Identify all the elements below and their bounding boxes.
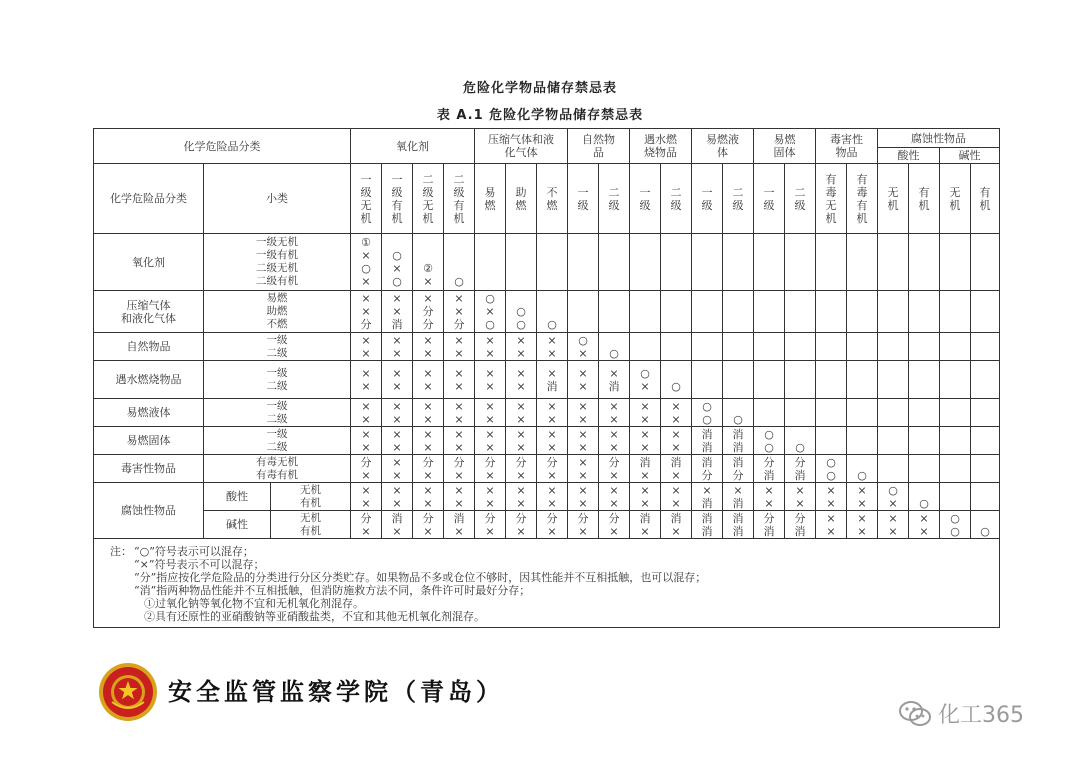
- compat-cell: ○ × ○: [475, 291, 506, 333]
- compat-cell: 分 ×: [475, 511, 506, 539]
- compat-cell: × 消: [537, 361, 568, 399]
- compat-cell: 分 ×: [444, 455, 475, 483]
- compat-cell: 分 消: [785, 455, 816, 483]
- compat-cell: [723, 333, 754, 361]
- header-column: 有 毒 有 机: [847, 164, 878, 234]
- compat-cell: × ×: [382, 455, 413, 483]
- header-column: 二 级: [723, 164, 754, 234]
- row-category: 压缩气体 和液化气体: [94, 291, 204, 333]
- compat-cell: × × 分: [351, 291, 382, 333]
- compat-cell: 消 ×: [661, 455, 692, 483]
- header-group: 易燃液 体: [692, 129, 754, 164]
- compat-cell: [940, 291, 971, 333]
- compat-cell: × ×: [475, 427, 506, 455]
- compat-cell: × 分 分: [413, 291, 444, 333]
- compat-cell: [940, 361, 971, 399]
- compat-cell: 分 ×: [537, 511, 568, 539]
- compat-cell: [909, 234, 940, 291]
- compat-cell: ○: [537, 291, 568, 333]
- compat-cell: × ×: [599, 399, 630, 427]
- compat-cell: × ×: [506, 333, 537, 361]
- compat-cell: × ×: [661, 427, 692, 455]
- compat-cell: × 消: [599, 361, 630, 399]
- compat-cell: × ×: [909, 511, 940, 539]
- compat-cell: [909, 361, 940, 399]
- compat-cell: 消 分: [723, 455, 754, 483]
- compat-cell: × ×: [475, 399, 506, 427]
- compat-cell: [599, 234, 630, 291]
- compat-cell: [971, 483, 1000, 511]
- compat-cell: [723, 234, 754, 291]
- compat-cell: [661, 234, 692, 291]
- header-group: 氧化剂: [351, 129, 475, 164]
- compat-cell: × ×: [475, 483, 506, 511]
- compat-cell: [909, 399, 940, 427]
- header-column: 二 级: [661, 164, 692, 234]
- header-column: 一 级: [568, 164, 599, 234]
- compat-cell: [971, 399, 1000, 427]
- header-column: 有 毒 无 机: [816, 164, 847, 234]
- compat-cell: ○: [444, 234, 475, 291]
- compat-cell: × ×: [444, 427, 475, 455]
- compat-cell: × ×: [413, 483, 444, 511]
- compat-cell: 分 ×: [506, 455, 537, 483]
- table-row: [94, 455, 1000, 483]
- compat-cell: × ×: [413, 361, 444, 399]
- compat-cell: [878, 291, 909, 333]
- header-column: 二 级: [785, 164, 816, 234]
- compat-cell: × ×: [537, 427, 568, 455]
- compat-cell: [692, 291, 723, 333]
- compat-cell: ○: [723, 399, 754, 427]
- table-row: [94, 511, 1000, 539]
- compat-cell: [568, 234, 599, 291]
- compat-cell: ○ × ○: [382, 234, 413, 291]
- compat-cell: ② ×: [413, 234, 444, 291]
- compat-cell: × ×: [537, 399, 568, 427]
- compat-cell: [754, 361, 785, 399]
- compat-cell: [971, 291, 1000, 333]
- header-group: 毒害性 物品: [816, 129, 878, 164]
- compat-cell: [661, 333, 692, 361]
- compat-cell: × ×: [413, 427, 444, 455]
- compat-cell: [847, 399, 878, 427]
- compat-cell: [909, 427, 940, 455]
- compat-cell: × ×: [816, 483, 847, 511]
- compat-cell: [692, 333, 723, 361]
- row-subclasses: 一级无机 一级有机 二级无机 二级有机: [204, 234, 351, 291]
- header-column: 助 燃: [506, 164, 537, 234]
- compat-cell: [599, 291, 630, 333]
- compat-cell: [847, 361, 878, 399]
- wechat-icon: [898, 699, 932, 729]
- compat-cell: [785, 361, 816, 399]
- compat-cell: [816, 234, 847, 291]
- note-line: “×”符号表示不可以混存；: [134, 558, 265, 571]
- compat-cell: [692, 361, 723, 399]
- compat-cell: × ×: [661, 399, 692, 427]
- table-row: [94, 291, 1000, 333]
- compat-cell: × ×: [351, 399, 382, 427]
- compat-cell: 消 消: [723, 427, 754, 455]
- compat-cell: 分 ×: [599, 511, 630, 539]
- compat-cell: × ×: [630, 399, 661, 427]
- compat-cell: [816, 399, 847, 427]
- compat-cell: [971, 234, 1000, 291]
- compat-cell: [630, 333, 661, 361]
- row-category: 自然物品: [94, 333, 204, 361]
- compat-cell: [909, 455, 940, 483]
- compat-cell: 分 ×: [599, 455, 630, 483]
- compat-cell: [878, 361, 909, 399]
- compat-cell: [847, 234, 878, 291]
- compat-cell: × ×: [568, 455, 599, 483]
- compat-cell: [785, 291, 816, 333]
- header-top-left: 化学危险品分类: [94, 129, 351, 164]
- header-group: 压缩气体和液 化气体: [475, 129, 568, 164]
- compat-cell: [754, 234, 785, 291]
- compat-cell: × ×: [444, 399, 475, 427]
- compat-cell: [568, 291, 599, 333]
- compat-cell: 分 消: [754, 511, 785, 539]
- compat-cell: [940, 483, 971, 511]
- header-column: 无 机: [940, 164, 971, 234]
- compat-cell: × ×: [351, 483, 382, 511]
- compat-cell: × ×: [382, 333, 413, 361]
- compat-cell: × ×: [816, 511, 847, 539]
- header-column: 一 级 有 机: [382, 164, 413, 234]
- compat-cell: [754, 291, 785, 333]
- header-base: 碱性: [940, 148, 1000, 164]
- compat-cell: 分 ×: [475, 455, 506, 483]
- header-column: 有 机: [909, 164, 940, 234]
- compat-cell: 消 ×: [661, 511, 692, 539]
- compat-cell: [661, 291, 692, 333]
- row-subclasses: 一级 二级: [204, 427, 351, 455]
- compat-cell: 分 ×: [351, 455, 382, 483]
- watermark: [898, 698, 1024, 729]
- row-subclasses: 一级 二级: [204, 333, 351, 361]
- compat-cell: × 消: [723, 483, 754, 511]
- row-category: 遇水燃烧物品: [94, 361, 204, 399]
- compat-cell: [816, 427, 847, 455]
- table-row: [94, 234, 1000, 291]
- compat-cell: [785, 333, 816, 361]
- compat-cell: [878, 333, 909, 361]
- compat-cell: × ×: [506, 427, 537, 455]
- compat-cell: × ×: [568, 361, 599, 399]
- row-category: 氧化剂: [94, 234, 204, 291]
- compat-cell: [816, 361, 847, 399]
- compat-cell: × ×: [878, 511, 909, 539]
- table-title: 表 A.1 危险化学物品储存禁忌表: [436, 108, 644, 123]
- compat-cell: × ×: [506, 399, 537, 427]
- compat-cell: 消 消: [723, 511, 754, 539]
- notes-label: 注：: [110, 545, 132, 558]
- header-row-subclasses: [94, 164, 1000, 234]
- note-line: “分”指应按化学危险品的分类进行分区分类贮存。如果物品不多或仓位不够时，因其性能并不互相抵触，也可以混存；: [134, 571, 707, 584]
- row-subclasses: 无机 有机: [271, 483, 351, 511]
- compat-cell: × ×: [847, 511, 878, 539]
- compat-cell: ○ ×: [630, 361, 661, 399]
- row-category: 易燃液体: [94, 399, 204, 427]
- compat-cell: [785, 234, 816, 291]
- header-column: 易 燃: [475, 164, 506, 234]
- compat-cell: 消 ×: [444, 511, 475, 539]
- note-line: 注： “○”符号表示可以混存；: [110, 545, 254, 558]
- compat-cell: 分 消: [785, 511, 816, 539]
- compat-cell: [878, 455, 909, 483]
- compat-cell: 消 分: [692, 455, 723, 483]
- compat-cell: [909, 291, 940, 333]
- compat-cell: × ×: [506, 483, 537, 511]
- compat-cell: × ×: [785, 483, 816, 511]
- compat-cell: × ×: [382, 483, 413, 511]
- document-title: 危险化学物品储存禁忌表: [462, 81, 617, 96]
- compat-cell: × ×: [382, 427, 413, 455]
- compat-cell: × ×: [444, 483, 475, 511]
- compat-cell: [940, 427, 971, 455]
- compat-cell: ○ ×: [568, 333, 599, 361]
- compat-cell: × ×: [661, 483, 692, 511]
- row-subclasses: 无机 有机: [271, 511, 351, 539]
- compat-cell: × ×: [568, 399, 599, 427]
- row-category: 毒害性物品: [94, 455, 204, 483]
- compat-cell: × ×: [599, 427, 630, 455]
- table-row: [94, 333, 1000, 361]
- compat-cell: [785, 399, 816, 427]
- compat-cell: [630, 234, 661, 291]
- compat-cell: ○ ×: [878, 483, 909, 511]
- compat-cell: [847, 333, 878, 361]
- table-row: [94, 399, 1000, 427]
- compat-cell: 消 ×: [630, 511, 661, 539]
- compat-cell: × × 消: [382, 291, 413, 333]
- compat-cell: [940, 455, 971, 483]
- compat-cell: 分 ×: [568, 511, 599, 539]
- compat-cell: × ×: [444, 361, 475, 399]
- row-subgroup: 碱性: [204, 511, 271, 539]
- header-column: 一 级: [630, 164, 661, 234]
- compat-cell: 消 消: [692, 511, 723, 539]
- compat-cell: ① × ○ ×: [351, 234, 382, 291]
- compat-cell: [506, 234, 537, 291]
- compat-cell: 分 ×: [413, 455, 444, 483]
- compat-cell: × ×: [568, 427, 599, 455]
- compat-cell: × ×: [351, 333, 382, 361]
- compat-cell: × ×: [351, 427, 382, 455]
- compat-cell: × ×: [537, 333, 568, 361]
- compat-cell: ○: [599, 333, 630, 361]
- compat-cell: 分 ×: [351, 511, 382, 539]
- notes: [94, 539, 1000, 628]
- institute-emblem-icon: [98, 662, 158, 722]
- notes-row: [94, 539, 1000, 628]
- header-group: 易燃 固体: [754, 129, 816, 164]
- compat-cell: ○: [847, 455, 878, 483]
- compat-cell: ○ ○: [506, 291, 537, 333]
- compat-cell: [847, 291, 878, 333]
- compat-cell: [754, 333, 785, 361]
- row-subgroup: 酸性: [204, 483, 271, 511]
- compat-cell: × 消: [692, 483, 723, 511]
- compat-cell: ○: [971, 511, 1000, 539]
- compat-cell: [816, 333, 847, 361]
- compat-cell: [971, 427, 1000, 455]
- compat-cell: × ×: [382, 361, 413, 399]
- header-group-corrosive: 腐蚀性物品: [878, 129, 1000, 148]
- compat-cell: × ×: [475, 333, 506, 361]
- header-subclass-label: 小类: [204, 164, 351, 234]
- compat-cell: × ×: [444, 333, 475, 361]
- header-row-groups: [94, 129, 1000, 148]
- header-column: 不 燃: [537, 164, 568, 234]
- compat-cell: [940, 333, 971, 361]
- compat-cell: [878, 427, 909, 455]
- compat-cell: ○ ○: [692, 399, 723, 427]
- row-subclasses: 一级 二级: [204, 361, 351, 399]
- compat-cell: × ×: [599, 483, 630, 511]
- table-row: [94, 361, 1000, 399]
- compat-cell: × ×: [475, 361, 506, 399]
- header-column: 无 机: [878, 164, 909, 234]
- compat-cell: × ×: [537, 483, 568, 511]
- compat-cell: 分 ×: [537, 455, 568, 483]
- row-category: 易燃固体: [94, 427, 204, 455]
- compat-cell: × ×: [506, 361, 537, 399]
- compat-cell: [971, 361, 1000, 399]
- table-row: [94, 483, 1000, 511]
- compat-cell: [723, 291, 754, 333]
- compat-cell: [847, 427, 878, 455]
- header-group: 自然物 品: [568, 129, 630, 164]
- header-group: 遇水燃 烧物品: [630, 129, 692, 164]
- note-line: ①过氧化钠等氧化物不宜和无机氧化剂混存。: [144, 597, 364, 610]
- header-column: 二 级 无 机: [413, 164, 444, 234]
- compat-cell: ○: [909, 483, 940, 511]
- row-subclasses: 有毒无机 有毒有机: [204, 455, 351, 483]
- compat-cell: [692, 234, 723, 291]
- compat-cell: 消 ×: [382, 511, 413, 539]
- compat-cell: ○ ○: [754, 427, 785, 455]
- compat-cell: ○ ○: [816, 455, 847, 483]
- compat-cell: [909, 333, 940, 361]
- compat-cell: [878, 234, 909, 291]
- compat-cell: × ×: [413, 333, 444, 361]
- compat-cell: [754, 399, 785, 427]
- compat-cell: × ×: [568, 483, 599, 511]
- table-row: [94, 427, 1000, 455]
- header-column: 二 级 有 机: [444, 164, 475, 234]
- header-column: 二 级: [599, 164, 630, 234]
- compat-cell: [630, 291, 661, 333]
- compat-cell: [878, 399, 909, 427]
- compat-cell: [971, 333, 1000, 361]
- header-column: 一 级 无 机: [351, 164, 382, 234]
- note-line: “消”指两种物品性能并不互相抵触，但消防施救方法不同，条件许可时最好分存；: [134, 584, 531, 597]
- compat-cell: × ×: [630, 483, 661, 511]
- row-subclasses: 一级 二级: [204, 399, 351, 427]
- compat-cell: × ×: [382, 399, 413, 427]
- compat-cell: [940, 234, 971, 291]
- compat-cell: × × 分: [444, 291, 475, 333]
- watermark-text: 化工365: [938, 703, 1024, 728]
- compat-cell: [723, 361, 754, 399]
- compat-cell: 分 ×: [506, 511, 537, 539]
- compat-cell: ○: [661, 361, 692, 399]
- compat-cell: × ×: [413, 399, 444, 427]
- header-acid: 酸性: [878, 148, 940, 164]
- header-column: 有 机: [971, 164, 1000, 234]
- header-column: 一 级: [692, 164, 723, 234]
- compat-cell: × ×: [754, 483, 785, 511]
- compatibility-table: [93, 128, 1000, 628]
- compat-cell: [971, 455, 1000, 483]
- compat-cell: × ×: [630, 427, 661, 455]
- compat-cell: 分 ×: [413, 511, 444, 539]
- compat-cell: 分 消: [754, 455, 785, 483]
- compat-cell: ○: [785, 427, 816, 455]
- institute-name: 安全监管监察学院（青岛）: [168, 677, 504, 706]
- compat-cell: [940, 399, 971, 427]
- compat-cell: × ×: [351, 361, 382, 399]
- note-line: ②具有还原性的亚硝酸钠等亚硝酸盐类，不宜和其他无机氧化剂混存。: [144, 610, 485, 623]
- compat-cell: ○ ○: [940, 511, 971, 539]
- row-category: 腐蚀性物品: [94, 483, 204, 539]
- header-category-label: 化学危险品分类: [94, 164, 204, 234]
- row-subclasses: 易燃 助燃 不燃: [204, 291, 351, 333]
- compat-cell: [537, 234, 568, 291]
- compat-cell: [475, 234, 506, 291]
- compat-cell: × ×: [847, 483, 878, 511]
- compat-cell: 消 消: [692, 427, 723, 455]
- header-column: 一 级: [754, 164, 785, 234]
- compat-cell: [816, 291, 847, 333]
- compat-cell: 消 ×: [630, 455, 661, 483]
